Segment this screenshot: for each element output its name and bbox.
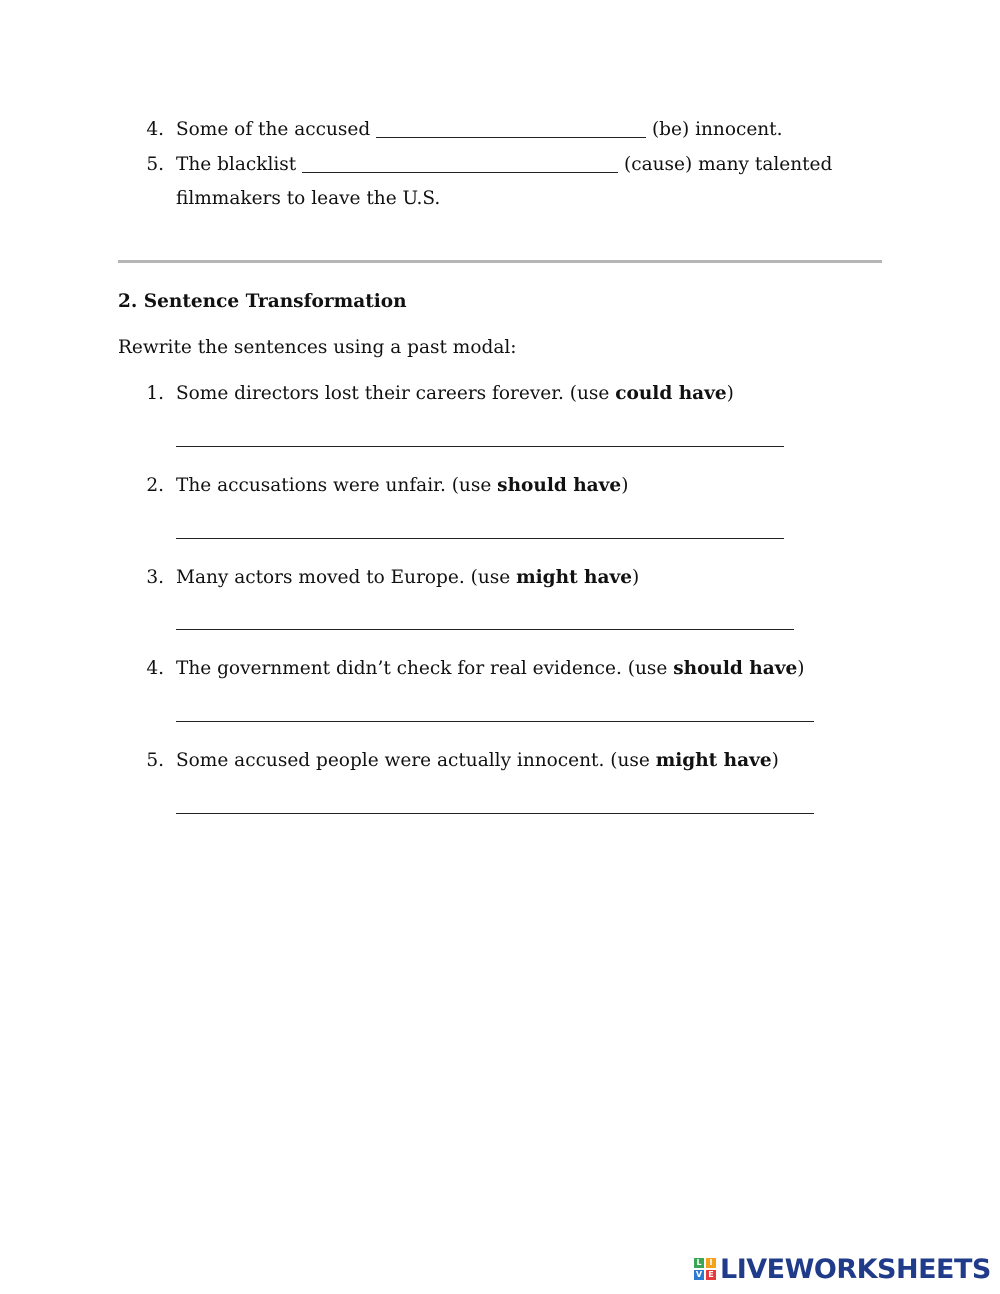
- fill-blank-sentence: [176, 153, 832, 177]
- prompt-close: ): [771, 750, 779, 771]
- modal-keyword: should have: [673, 658, 798, 679]
- item-number: 4.: [146, 119, 164, 140]
- blank-input-5[interactable]: [302, 156, 618, 173]
- prompt-text: Some accused people were actually innocent. (use: [176, 750, 656, 771]
- modal-keyword: might have: [655, 750, 772, 771]
- prompt-text: The government didn’t check for real evidence. (use: [176, 658, 674, 679]
- logo-mark-icon: [694, 1258, 716, 1280]
- modal-keyword: might have: [516, 567, 633, 588]
- prompt-close: ): [726, 383, 734, 404]
- sentence-end: (be) innocent.: [651, 119, 783, 140]
- section-heading: 2. Sentence Transformation: [118, 291, 407, 312]
- prompt-close: ): [621, 475, 629, 496]
- logo-mark-letter: I: [706, 1258, 716, 1268]
- item-number: 5.: [146, 154, 164, 175]
- transformation-prompt: [176, 566, 639, 590]
- item-number: 2.: [146, 475, 164, 496]
- prompt-text: Some directors lost their careers forever. (use: [176, 383, 616, 404]
- prompt-close: ): [797, 658, 805, 679]
- sentence-start: Some of the accused: [176, 119, 371, 140]
- item-number: 3.: [146, 567, 164, 588]
- logo-mark-letter: V: [695, 1270, 703, 1279]
- item-number: 1.: [146, 383, 164, 404]
- modal-keyword: could have: [615, 383, 727, 404]
- item-number: 4.: [146, 658, 164, 679]
- logo-mark-letter: E: [706, 1270, 716, 1280]
- sentence-start: The blacklist: [176, 154, 297, 175]
- transformation-prompt: [176, 474, 628, 498]
- answer-line-4[interactable]: [176, 721, 814, 722]
- blank-input-4[interactable]: [376, 121, 646, 138]
- transformation-prompt: [176, 382, 734, 406]
- answer-line-2[interactable]: [176, 538, 784, 539]
- modal-keyword: should have: [497, 475, 622, 496]
- transformation-prompt: [176, 749, 779, 773]
- section-instruction: Rewrite the sentences using a past modal:: [118, 337, 517, 358]
- answer-line-1[interactable]: [176, 446, 784, 447]
- logo-wordmark: LIVEWORKSHEETS: [720, 1253, 991, 1285]
- answer-line-5[interactable]: [176, 813, 814, 814]
- sentence-continuation: filmmakers to leave the U.S.: [176, 188, 441, 209]
- item-number: 5.: [146, 750, 164, 771]
- sentence-end: (cause) many talented: [624, 154, 833, 175]
- answer-line-3[interactable]: [176, 629, 794, 630]
- logo-mark-letter: L: [694, 1258, 704, 1268]
- prompt-close: ): [632, 567, 640, 588]
- transformation-prompt: [176, 657, 804, 681]
- prompt-text: Many actors moved to Europe. (use: [176, 567, 517, 588]
- prompt-text: The accusations were unfair. (use: [176, 475, 498, 496]
- liveworksheets-logo: [694, 1252, 991, 1286]
- section-divider: [118, 260, 882, 263]
- fill-blank-sentence: [176, 118, 783, 142]
